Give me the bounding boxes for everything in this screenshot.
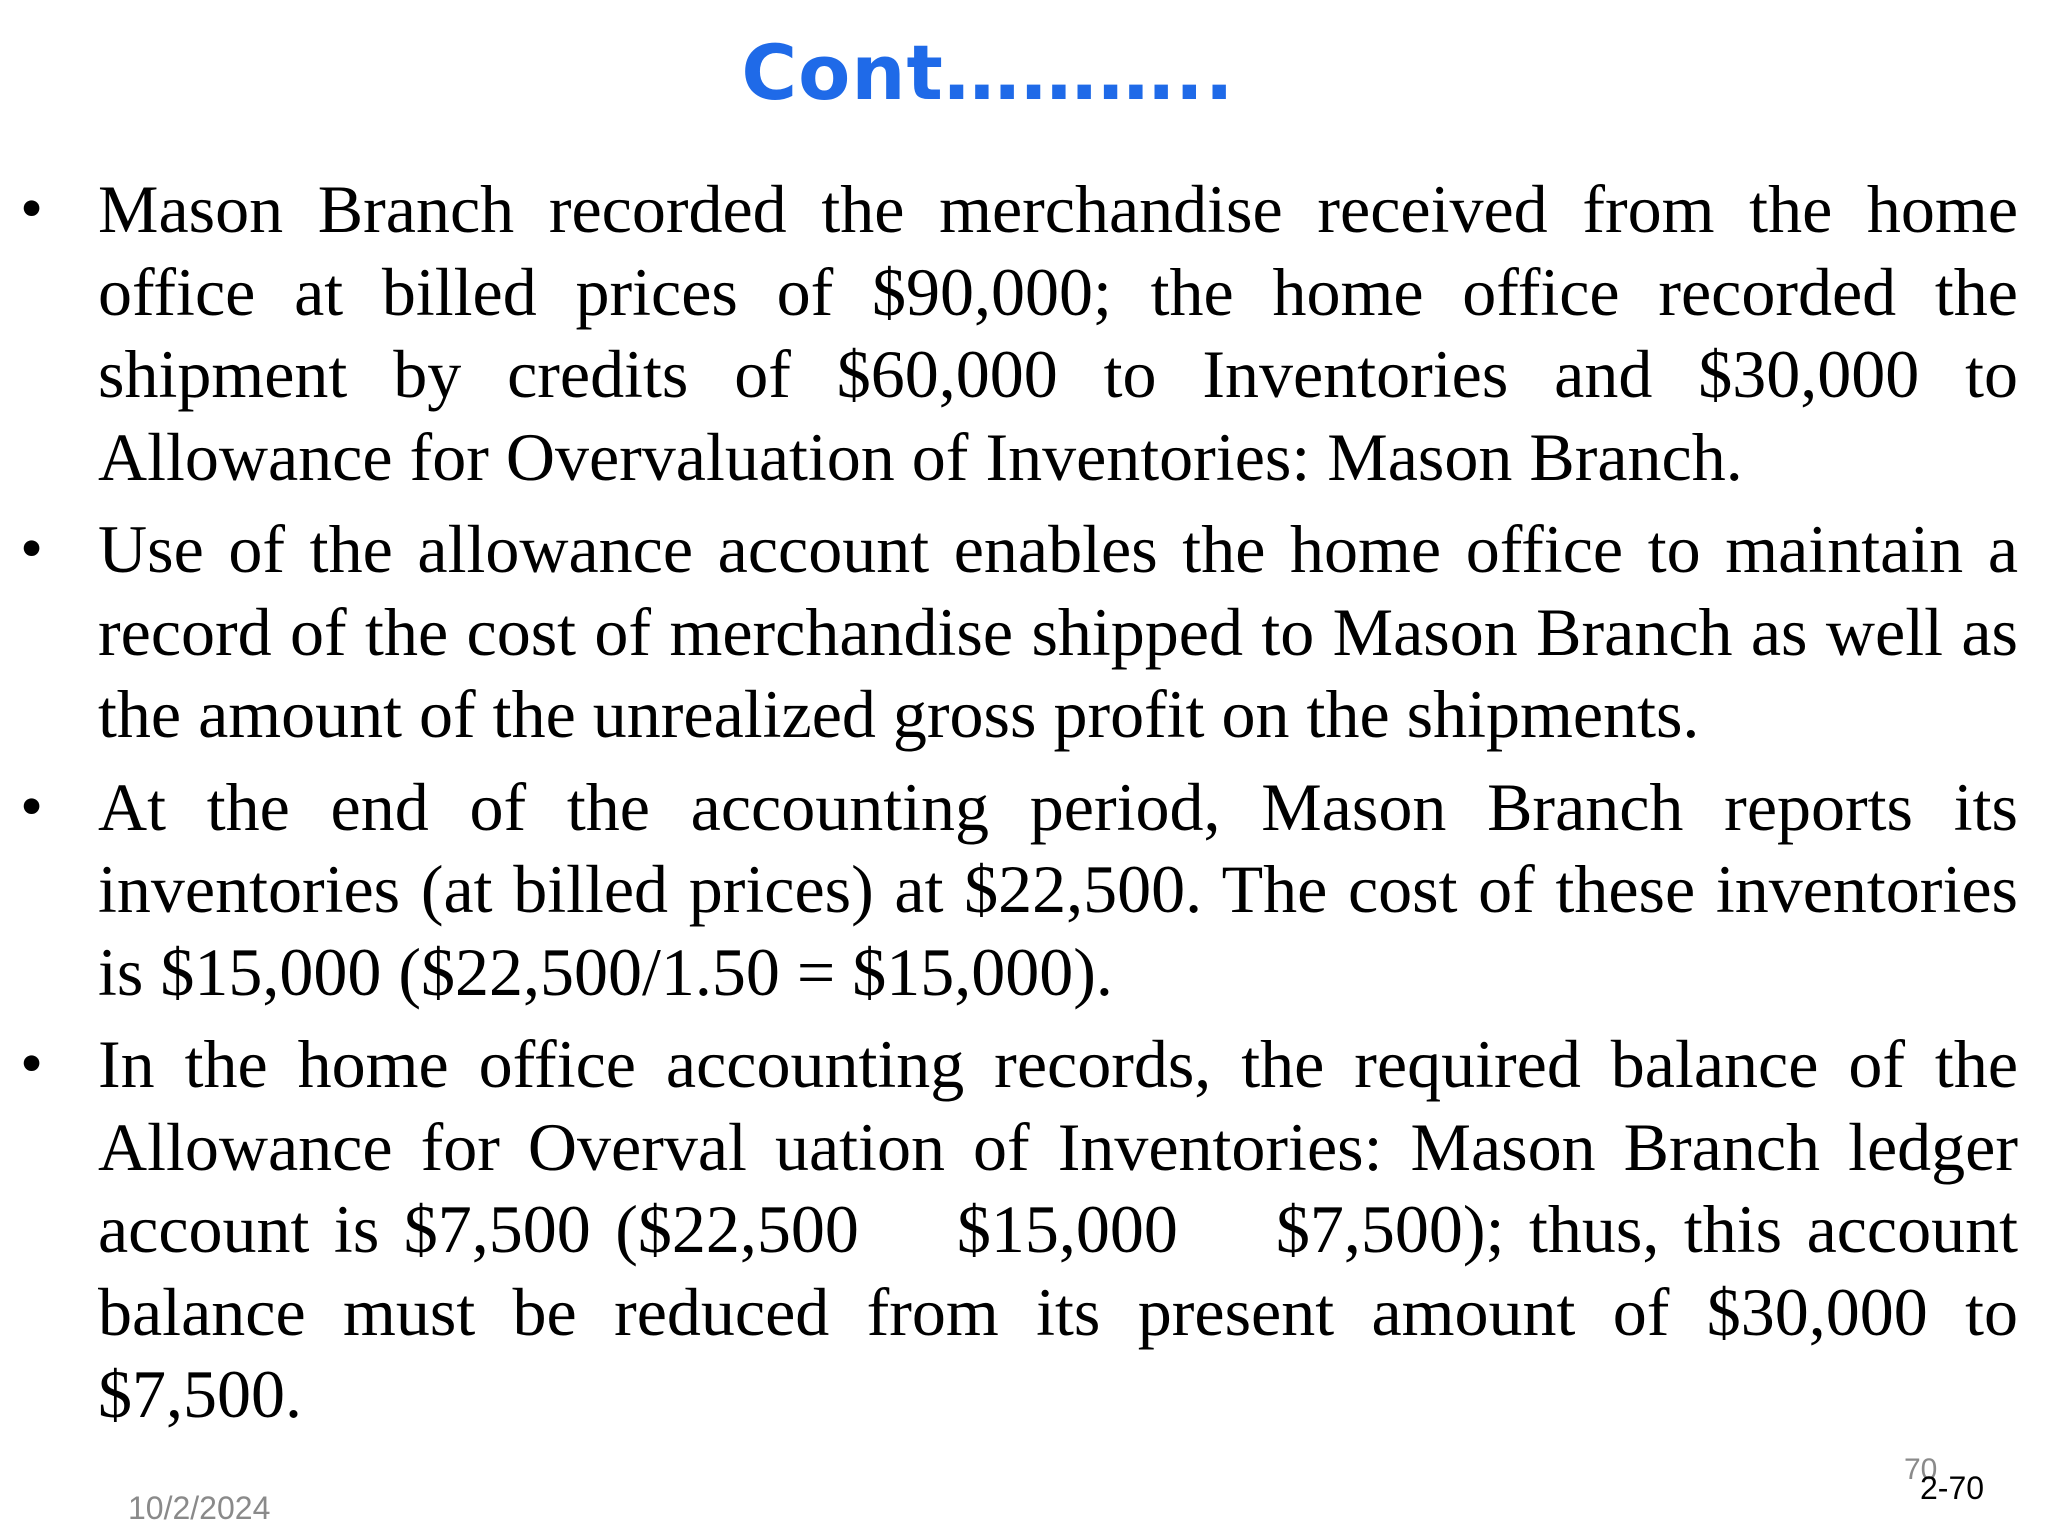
bullet-marker: •	[20, 172, 44, 245]
bullet-item	[20, 766, 2018, 1014]
bullet-text: At the end of the accounting period, Mason Branch reports its inventories (at billed prices) at $22,500. The cost of these inventories is $15,000 ($22,500/1.50 = $15,000).	[98, 768, 2018, 1010]
bullet-item	[20, 508, 2018, 756]
bullet-item	[20, 1023, 2035, 1436]
page-reference: 2-70	[1920, 1470, 1985, 1506]
bullet-text: Use of the allowance account enables the home office to maintain a record of the cost of merchandise shipped to Mason Branch as well as the amount of the unrealized gross profit on the shipments.	[98, 511, 2018, 752]
bullet-text: In the home office accounting records, the required balance of the Allowance for Overval uation of Inventories: Mason Branch ledger account is $7,500 ($22,500 $15,000 $7,500); thus, this account balance must be reduced from its present amount of $30,000 to $7,500.	[98, 1026, 2035, 1432]
bullet-marker: •	[20, 1027, 44, 1100]
bullet-marker: •	[20, 769, 44, 843]
slide-title: Cont………..	[741, 28, 1235, 117]
slide-number: 70	[1904, 1453, 1938, 1486]
bullet-list	[20, 168, 2035, 1446]
bullet-item	[20, 168, 2018, 498]
bullet-marker: •	[20, 512, 44, 585]
bullet-text: Mason Branch recorded the merchandise received from the home office at billed prices of $90,000; the home office recorded the shipment by credits of $60,000 to Inventories and $30,000 to Allowance for Overvaluation of Inventories: Mason Branch.	[98, 171, 2018, 495]
footer-date: 10/2/2024	[128, 1490, 271, 1526]
